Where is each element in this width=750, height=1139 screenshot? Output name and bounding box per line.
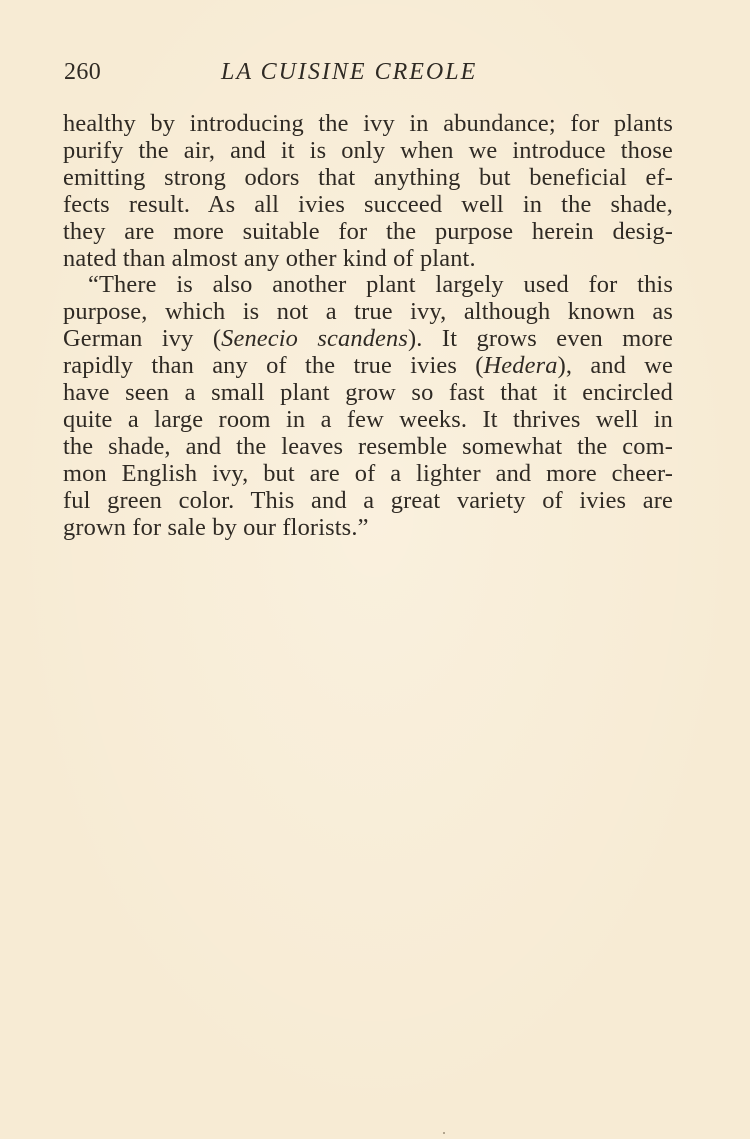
paragraph-line: have seen a small plant grow so fast that it encircled xyxy=(63,379,673,407)
paragraph-line: nated than almost any other kind of plant. xyxy=(63,244,476,272)
page-header xyxy=(64,56,674,90)
text-segment: rapidly than any of the true ivies ( xyxy=(63,352,484,380)
text-segment: ). It grows even more xyxy=(408,325,673,353)
paragraph-line: fects result. As all ivies succeed well in the shade, xyxy=(63,190,673,218)
paragraph-line-with-italic xyxy=(63,326,673,353)
paragraph-line: emitting strong odors that anything but beneficial ef- xyxy=(63,163,673,191)
botanical-name: Senecio scandens xyxy=(221,325,409,353)
page-number: 260 xyxy=(64,59,102,85)
running-title: LA CUISINE CREOLE xyxy=(221,59,478,85)
paragraph-line: ful green color. This and a great variety of ivies are xyxy=(63,486,673,514)
paragraph-line: purify the air, and it is only when we introduce those xyxy=(63,136,673,164)
paragraph-line: the shade, and the leaves resemble somewhat the com- xyxy=(63,432,673,460)
body-text xyxy=(63,111,673,542)
paragraph-line: purpose, which is not a true ivy, although known as xyxy=(63,298,673,326)
paragraph-line: grown for sale by our florists.” xyxy=(63,513,369,541)
paragraph-line: quite a large room in a few weeks. It thrives well in xyxy=(63,405,673,433)
text-segment: ), and we xyxy=(557,352,673,380)
paragraph-line-with-italic xyxy=(63,353,673,380)
paragraph-line: mon English ivy, but are of a lighter and more cheer- xyxy=(63,459,673,487)
paragraph-line: they are more suitable for the purpose herein desig- xyxy=(63,217,673,245)
paragraph-line: healthy by introducing the ivy in abundance; for plants xyxy=(63,110,673,137)
text-segment: German ivy ( xyxy=(63,325,222,353)
paragraph-line: “There is also another plant largely used for this xyxy=(88,271,673,299)
paper-speck xyxy=(443,1132,445,1134)
botanical-name: Hedera xyxy=(483,352,558,380)
